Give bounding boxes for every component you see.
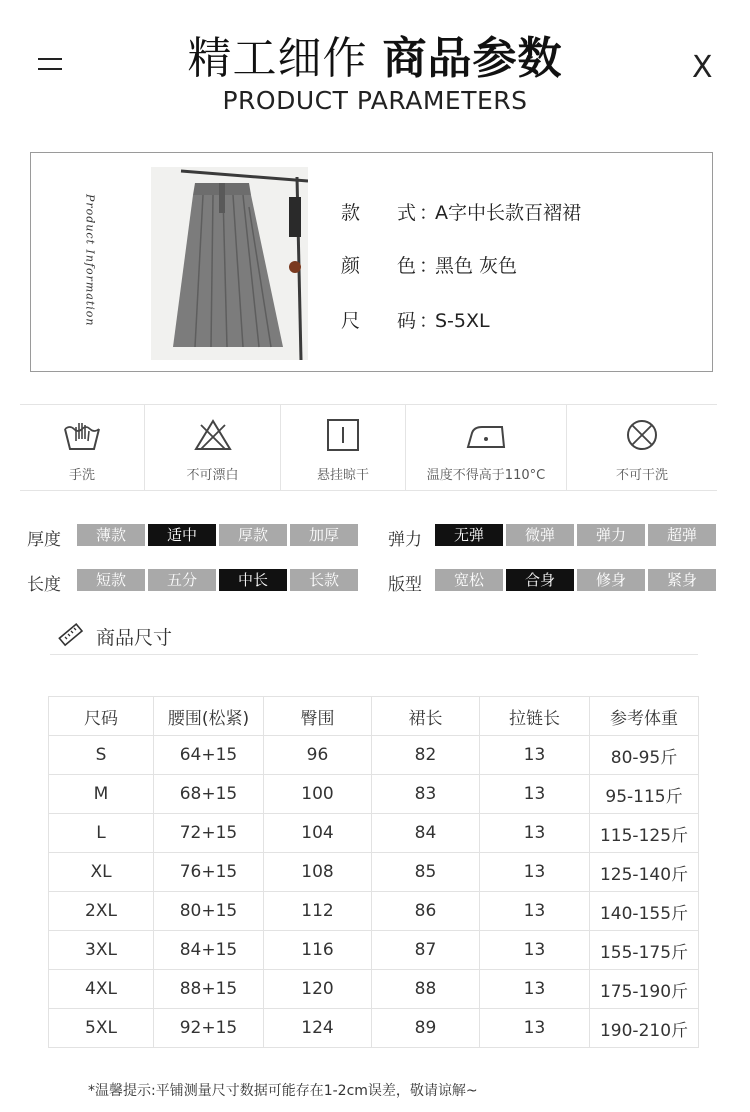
table-cell: 89 (372, 1009, 480, 1048)
table-row (49, 892, 699, 931)
ruler-icon (58, 622, 84, 648)
info-value: 黑色 灰色 (435, 255, 518, 277)
table-header-cell: 腰围(松紧) (154, 697, 264, 736)
measurement-note: *温馨提示:平铺测量尺寸数据可能存在1-2cm误差，敬请谅解~ (88, 1083, 478, 1099)
table-cell: 95-115斤 (590, 775, 699, 814)
chip-elasticity-1[interactable]: 微弹 (506, 524, 574, 546)
no-dry-clean-icon (622, 417, 662, 453)
hand-wash-icon (62, 417, 102, 453)
table-cell: 124 (264, 1009, 372, 1048)
table-row (49, 853, 699, 892)
chip-thickness-1[interactable]: 适中 (148, 524, 216, 546)
info-key: 尺 (341, 310, 361, 332)
table-cell: 84 (372, 814, 480, 853)
care-iron (406, 405, 566, 490)
info-key: 色 (397, 255, 417, 277)
table-cell: 13 (480, 736, 590, 775)
table-cell: 2XL (49, 892, 154, 931)
table-cell: 4XL (49, 970, 154, 1009)
info-row-size (341, 306, 490, 333)
table-cell: 108 (264, 853, 372, 892)
chip-length-3[interactable]: 长款 (290, 569, 358, 591)
table-cell: 104 (264, 814, 372, 853)
no-bleach-icon (193, 417, 233, 453)
table-cell: 13 (480, 970, 590, 1009)
attr-label-fit: 版型 (388, 575, 422, 595)
vertical-caption: Product Information (83, 194, 97, 327)
info-key: 款 (341, 202, 361, 224)
table-cell: 80+15 (154, 892, 264, 931)
table-cell: 115-125斤 (590, 814, 699, 853)
table-cell: 100 (264, 775, 372, 814)
chip-fit-3[interactable]: 紧身 (648, 569, 716, 591)
table-cell: 87 (372, 931, 480, 970)
attr-label-elasticity: 弹力 (388, 530, 422, 550)
table-cell: M (49, 775, 154, 814)
table-row (49, 970, 699, 1009)
table-cell: 82 (372, 736, 480, 775)
care-label: 悬挂晾干 (316, 468, 369, 483)
info-row-style (341, 198, 581, 225)
chip-length-1[interactable]: 五分 (148, 569, 216, 591)
care-label: 温度不得高于110°C (426, 468, 546, 483)
size-table (48, 696, 699, 1048)
table-cell: 85 (372, 853, 480, 892)
table-row (49, 736, 699, 775)
product-information-vertical (66, 194, 114, 344)
info-value: A字中长款百褶裙 (435, 202, 581, 224)
table-row (49, 775, 699, 814)
chip-elasticity-0[interactable]: 无弹 (435, 524, 503, 546)
table-cell: 64+15 (154, 736, 264, 775)
table-cell: 13 (480, 892, 590, 931)
info-key: 码 (397, 310, 417, 332)
table-row (49, 814, 699, 853)
table-cell: 190-210斤 (590, 1009, 699, 1048)
table-cell: 88 (372, 970, 480, 1009)
table-cell: 13 (480, 775, 590, 814)
skirt-image (151, 167, 308, 360)
table-cell: 68+15 (154, 775, 264, 814)
care-hang-dry (281, 405, 405, 490)
table-cell: 175-190斤 (590, 970, 699, 1009)
table-header-cell: 参考体重 (590, 697, 699, 736)
table-cell: 84+15 (154, 931, 264, 970)
table-cell: 155-175斤 (590, 931, 699, 970)
size-section-title: 商品尺寸 (96, 627, 173, 649)
info-value: S-5XL (435, 310, 490, 332)
page-subtitle: PRODUCT PARAMETERS (222, 86, 528, 115)
title-bold: 商品参数 (382, 33, 563, 84)
info-colon: ： (419, 202, 439, 224)
care-no-bleach (145, 405, 280, 490)
table-cell: 140-155斤 (590, 892, 699, 931)
info-row-color (341, 251, 517, 278)
care-divider-bottom (20, 490, 717, 491)
table-cell: 92+15 (154, 1009, 264, 1048)
chip-fit-1[interactable]: 合身 (506, 569, 574, 591)
table-row (49, 931, 699, 970)
table-header-cell: 尺码 (49, 697, 154, 736)
table-cell: XL (49, 853, 154, 892)
chip-thickness-0[interactable]: 薄款 (77, 524, 145, 546)
care-no-dry-clean (567, 405, 717, 490)
table-cell: 96 (264, 736, 372, 775)
title-thin: 精工细作 (187, 33, 368, 84)
table-row (49, 1009, 699, 1048)
chip-length-2[interactable]: 中长 (219, 569, 287, 591)
chip-fit-0[interactable]: 宽松 (435, 569, 503, 591)
table-cell: 80-95斤 (590, 736, 699, 775)
table-header-cell: 裙长 (372, 697, 480, 736)
table-cell: 86 (372, 892, 480, 931)
iron-icon (464, 417, 508, 453)
info-colon: ： (419, 310, 439, 332)
care-hand-wash (20, 405, 144, 490)
table-cell: 13 (480, 1009, 590, 1048)
table-header-row (49, 697, 699, 736)
chip-thickness-3[interactable]: 加厚 (290, 524, 358, 546)
care-label: 不可漂白 (186, 468, 239, 483)
close-icon[interactable]: X (692, 50, 713, 85)
chip-length-0[interactable]: 短款 (77, 569, 145, 591)
table-cell: 72+15 (154, 814, 264, 853)
care-label: 不可干洗 (615, 468, 668, 483)
table-cell: 83 (372, 775, 480, 814)
table-cell: S (49, 736, 154, 775)
table-cell: 112 (264, 892, 372, 931)
table-header-cell: 臀围 (264, 697, 372, 736)
table-cell: 13 (480, 853, 590, 892)
table-cell: 125-140斤 (590, 853, 699, 892)
hang-dry-icon (323, 417, 363, 453)
product-photo (151, 167, 308, 360)
attr-label-thickness: 厚度 (27, 530, 61, 550)
care-label: 手洗 (68, 468, 95, 483)
attr-label-length: 长度 (27, 575, 61, 595)
table-cell: 5XL (49, 1009, 154, 1048)
chip-thickness-2[interactable]: 厚款 (219, 524, 287, 546)
info-colon: ： (419, 255, 439, 277)
table-cell: 13 (480, 931, 590, 970)
chip-elasticity-3[interactable]: 超弹 (648, 524, 716, 546)
size-divider (50, 654, 698, 655)
chip-fit-2[interactable]: 修身 (577, 569, 645, 591)
table-cell: L (49, 814, 154, 853)
table-cell: 13 (480, 814, 590, 853)
info-key: 颜 (341, 255, 361, 277)
info-key: 式 (397, 202, 417, 224)
table-header-cell: 拉链长 (480, 697, 590, 736)
chip-elasticity-2[interactable]: 弹力 (577, 524, 645, 546)
page-title (0, 22, 750, 86)
table-cell: 120 (264, 970, 372, 1009)
table-cell: 88+15 (154, 970, 264, 1009)
table-cell: 76+15 (154, 853, 264, 892)
table-cell: 116 (264, 931, 372, 970)
table-cell: 3XL (49, 931, 154, 970)
